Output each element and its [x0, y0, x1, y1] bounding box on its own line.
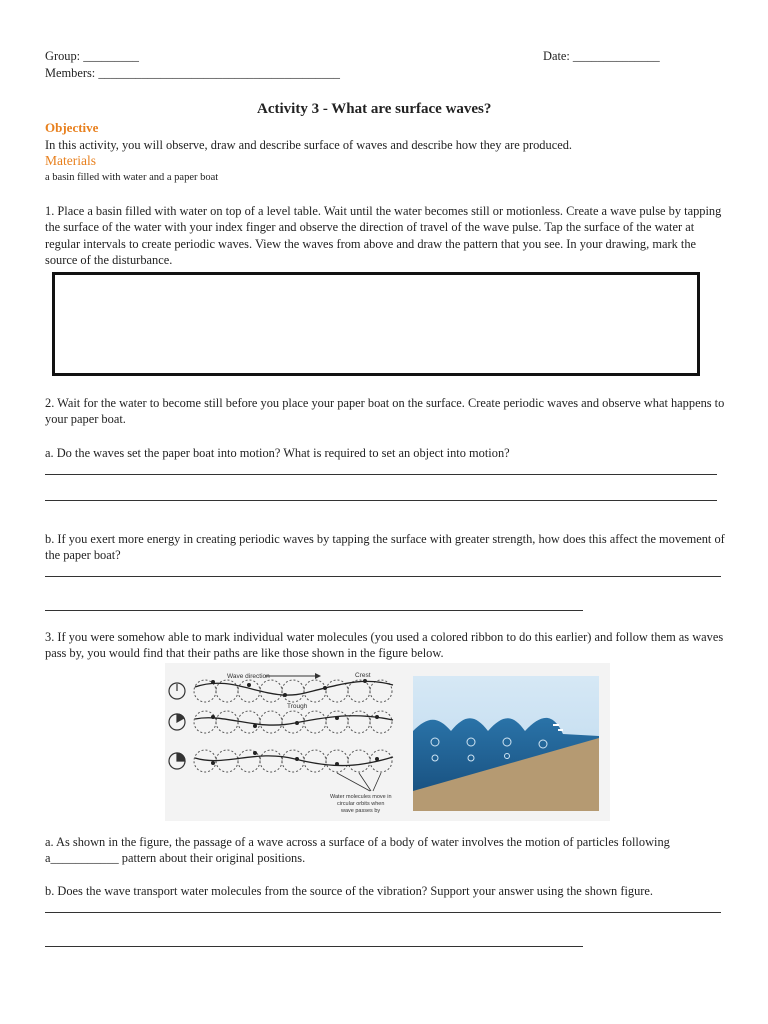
question-2: 2. Wait for the water to become still before you place your paper boat on the surface. Create periodic waves and observe what happens to your paper boat. [45, 396, 725, 427]
objective-heading: Objective [45, 120, 99, 135]
trough-label: Trough [287, 703, 308, 710]
question-3a: a. As shown in the figure, the passage of a wave across a surface of a body of water involves the motion of particles following a___________ pattern about their original positions. [45, 835, 670, 866]
wave-direction-label: Wave direction [227, 673, 270, 680]
question-3: 3. If you were somehow able to mark individual water molecules (you used a colored ribbon to do this earlier) and follow them as waves pass by, you would find that their paths are like those shown in the figure below. [45, 630, 724, 661]
objective-text: In this activity, you will observe, draw and describe surface of waves and describe how they are produced. [45, 138, 572, 152]
answer-line[interactable] [45, 912, 721, 913]
answer-line[interactable] [45, 500, 717, 501]
group-field[interactable]: Group: _________ [45, 49, 139, 63]
ocean-wave-illustration [413, 676, 599, 811]
answer-line[interactable] [45, 946, 583, 947]
question-2b: b. If you exert more energy in creating periodic waves by tapping the surface with greater strength, how does this affect the movement of the paper boat? [45, 532, 725, 563]
materials-heading: Materials [45, 153, 96, 168]
answer-line[interactable] [45, 610, 583, 611]
question-2a: a. Do the waves set the paper boat into motion? What is required to set an object into motion? [45, 446, 510, 460]
caption-line-3: wave passes by [341, 808, 381, 814]
question-3b: b. Does the wave transport water molecules from the source of the vibration? Support your answer using the shown figure. [45, 884, 654, 898]
caption-line-2: circular orbits when [337, 801, 385, 807]
answer-line[interactable] [45, 576, 721, 577]
caption-line-1: Water molecules move in [330, 794, 392, 800]
crest-label: Crest [355, 672, 371, 679]
materials-text: a basin filled with water and a paper boat [45, 172, 219, 183]
drawing-box[interactable] [52, 272, 700, 376]
answer-line[interactable] [45, 474, 717, 475]
members-field[interactable]: Members: _______________________________________ [45, 66, 340, 80]
page-title: Activity 3 - What are surface waves? [257, 101, 492, 117]
date-field[interactable]: Date: ______________ [543, 49, 660, 63]
question-1: 1. Place a basin filled with water on top of a level table. Wait until the water becomes still or motionless. Create a wave pulse by tapping the surface of the water with your index finger and observe the direction of travel of the wave pulse. Tap the surface of the water at regular intervals to create periodic waves. View the waves from above and draw the pattern that you see. In your drawing, mark the source of the disturbance. [45, 204, 722, 268]
